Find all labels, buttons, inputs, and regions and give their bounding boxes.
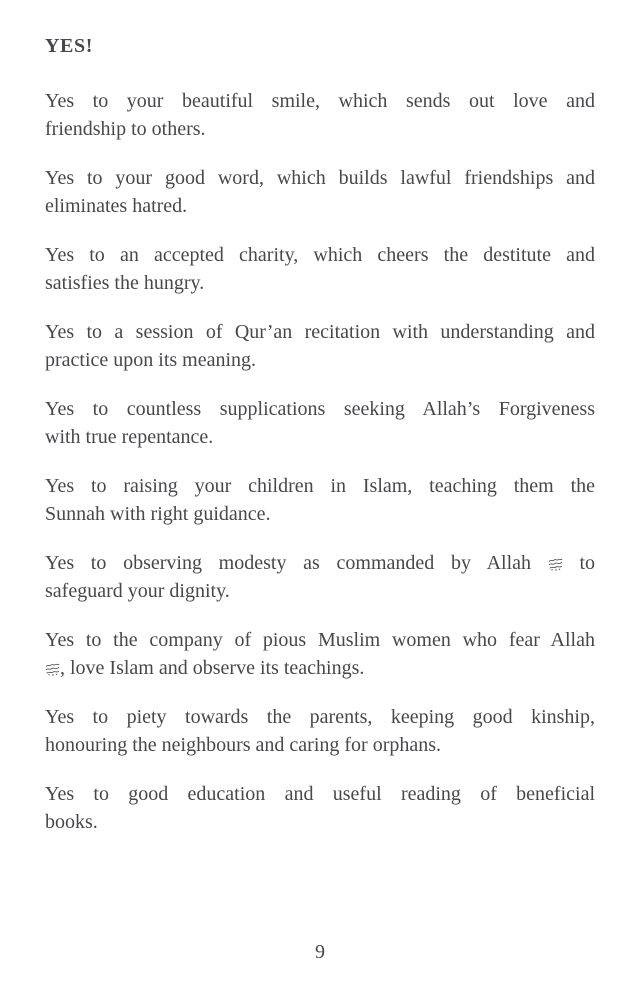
paragraph [45, 87, 595, 143]
paragraph-line: Yes to observing modesty as commanded by Allah to [45, 552, 596, 574]
allah-honorific-icon [45, 662, 60, 676]
paragraph-line: Yes to your good word, which builds lawful friendships and [45, 167, 595, 189]
paragraph-line: satisfies the hungry. [45, 272, 205, 294]
paragraph [45, 472, 595, 528]
paragraph [45, 318, 595, 374]
paragraph-line: Yes to your beautiful smile, which sends out love and [45, 90, 595, 112]
paragraph [45, 395, 595, 451]
paragraph-line: Yes to a session of Qur’an recitation with understanding and [45, 321, 595, 343]
paragraph-line: Yes to good education and useful reading of beneficial [45, 783, 595, 805]
page-number: 9 [315, 941, 325, 963]
paragraph [45, 241, 595, 297]
paragraph-line: Yes to the company of pious Muslim women who fear Allah [45, 629, 595, 651]
paragraph-line: Yes to raising your children in Islam, teaching them the [45, 475, 595, 497]
paragraph-line: Sunnah with right guidance. [45, 503, 271, 525]
paragraph [45, 164, 595, 220]
paragraph-line: honouring the neighbours and caring for orphans. [45, 734, 442, 756]
paragraph-line: , love Islam and observe its teachings. [45, 654, 595, 682]
paragraph [45, 549, 595, 605]
page-heading: YES! [45, 35, 93, 57]
paragraph [45, 626, 595, 682]
paragraph-line: Yes to piety towards the parents, keeping good kinship, [45, 706, 595, 728]
paragraphs [45, 87, 595, 836]
paragraph-line: Yes to an accepted charity, which cheers the destitute and [45, 244, 595, 266]
paragraph-line: practice upon its meaning. [45, 349, 257, 371]
paragraph-line: friendship to others. [45, 118, 206, 140]
paragraph [45, 703, 595, 759]
allah-honorific-icon [548, 557, 563, 571]
paragraph-line: books. [45, 811, 98, 833]
paragraph-line: eliminates hatred. [45, 195, 188, 217]
paragraph-line: with true repentance. [45, 426, 214, 448]
page-footer [45, 938, 595, 966]
paragraph-line: safeguard your dignity. [45, 580, 230, 602]
paragraph [45, 780, 595, 836]
paragraph-line: Yes to countless supplications seeking Allah’s Forgiveness [45, 398, 595, 420]
